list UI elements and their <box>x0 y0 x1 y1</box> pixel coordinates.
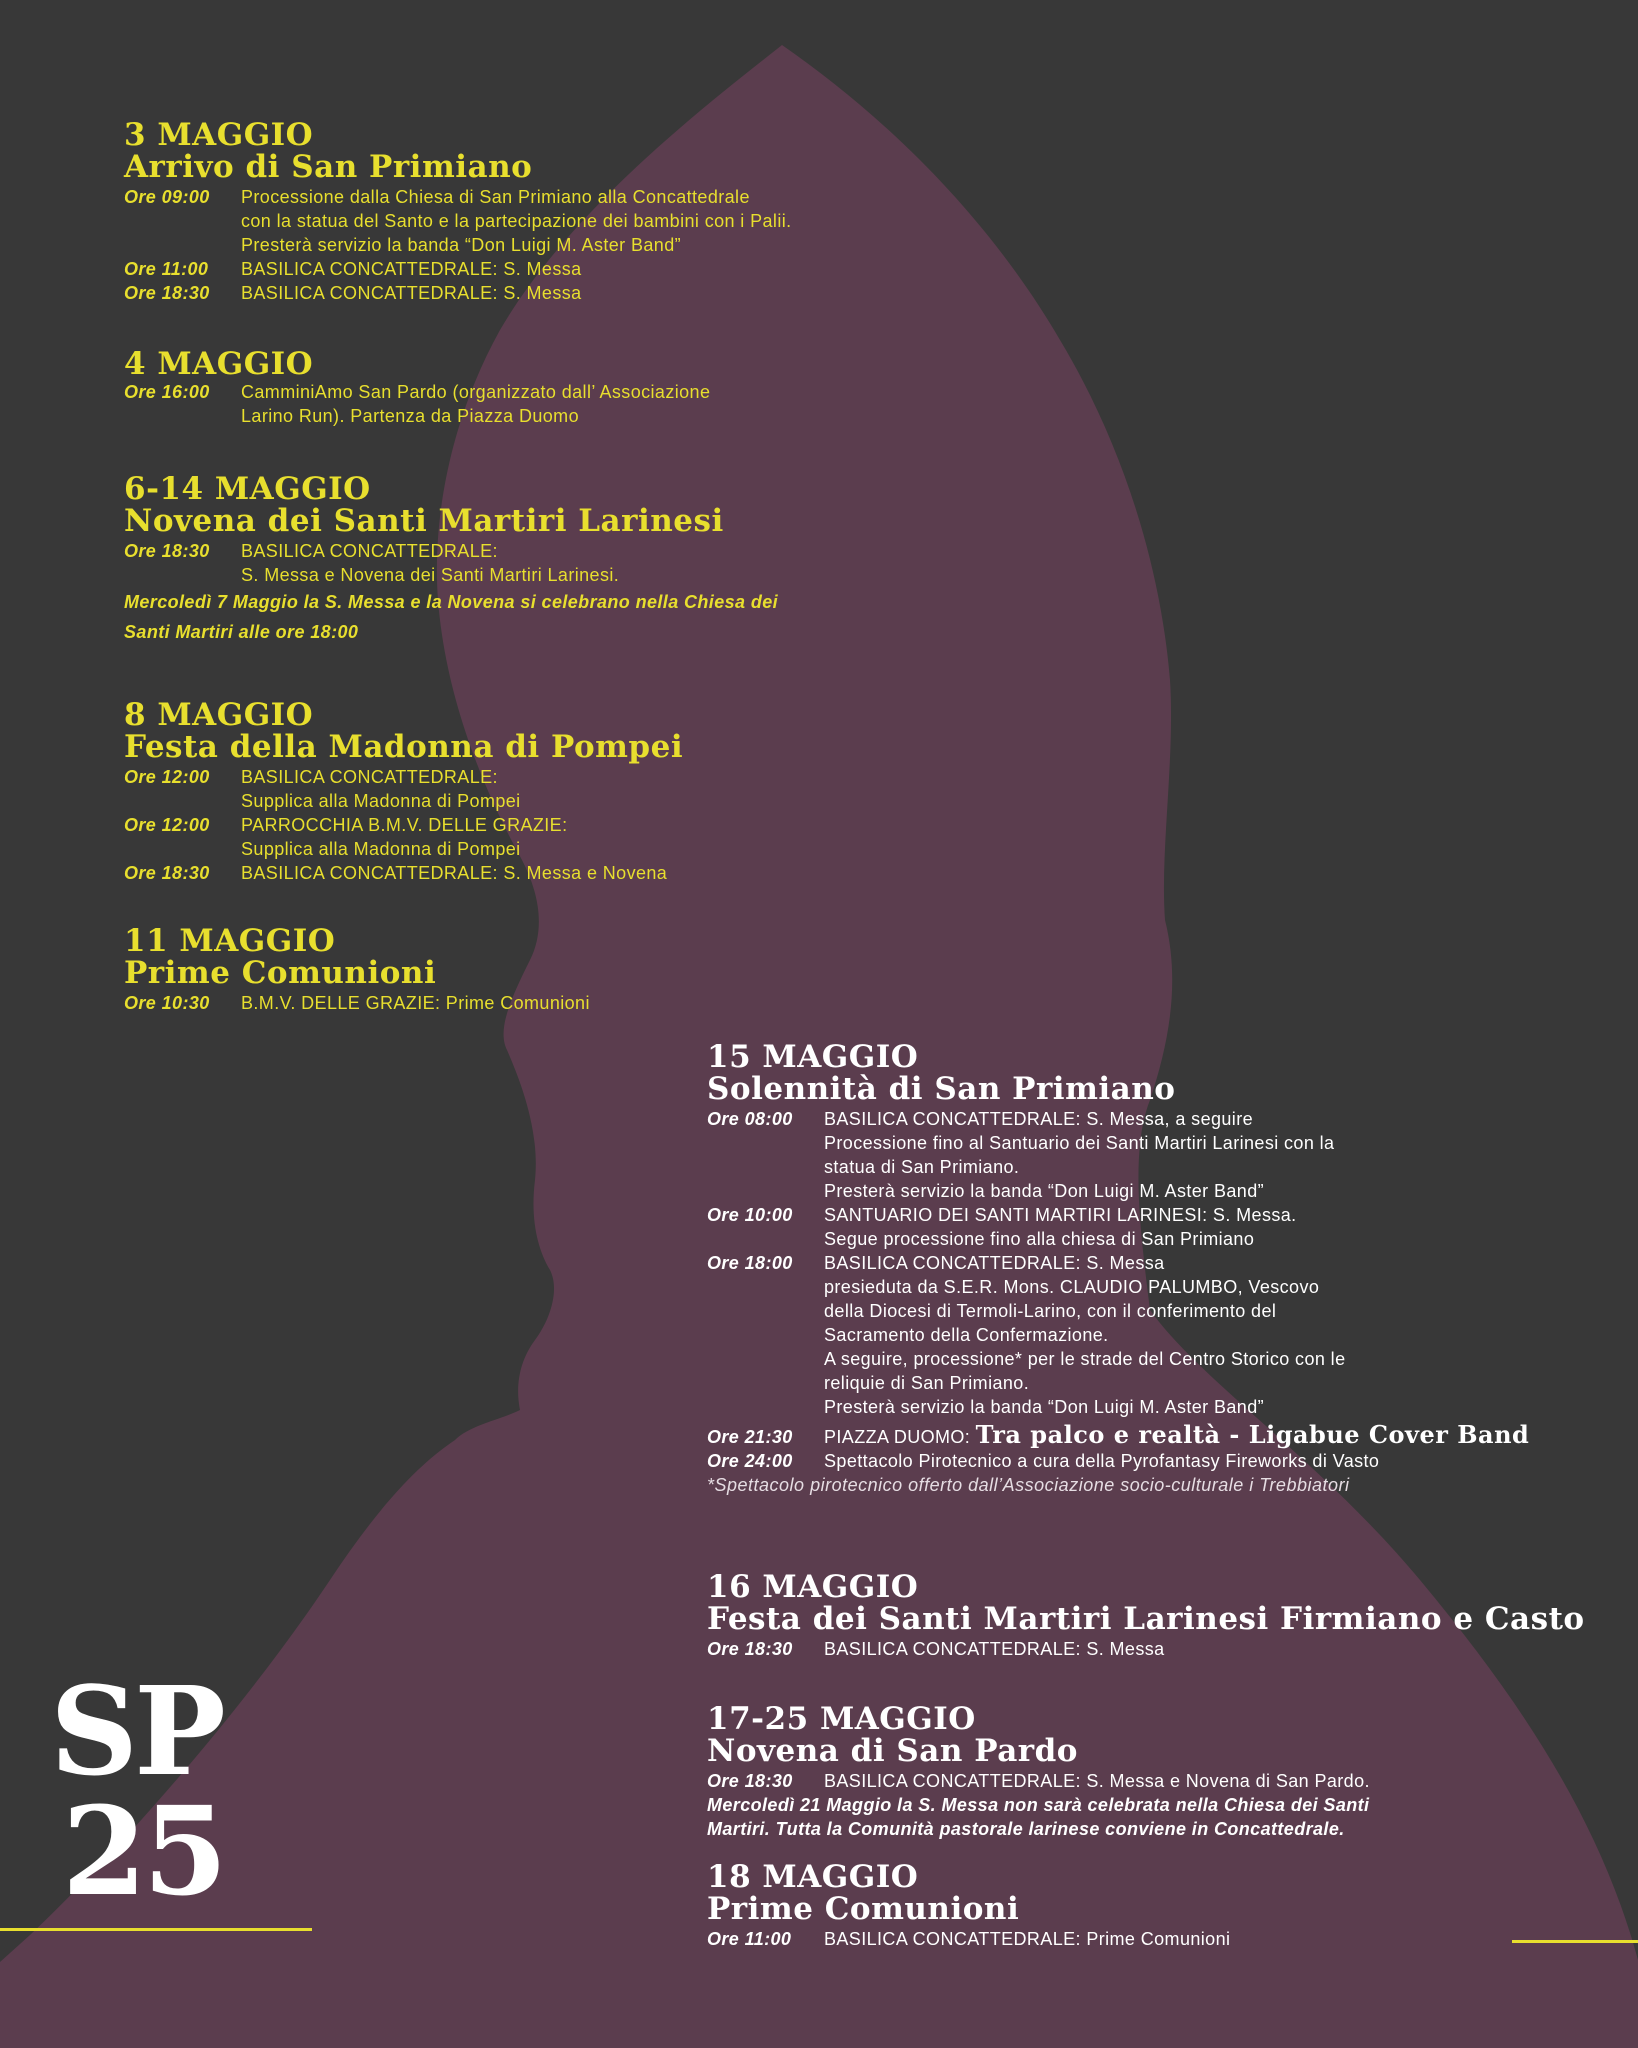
schedule-line: BASILICA CONCATTEDRALE: <box>241 541 498 561</box>
schedule-time: Ore 12:00 <box>124 767 210 787</box>
schedule-row <box>124 861 683 885</box>
event-may-15 <box>707 1039 1530 1497</box>
schedule-time: Ore 18:30 <box>124 283 210 303</box>
schedule-line: Supplica alla Madonna di Pompei <box>241 839 521 859</box>
event-date: 17-25 MAGGIO <box>707 1701 976 1737</box>
schedule-line: Presterà servizio la banda “Don Luigi M. Aster Band” <box>824 1181 1265 1201</box>
schedule-line: BASILICA CONCATTEDRALE: S. Messa <box>824 1639 1165 1659</box>
schedule-line: Presterà servizio la banda “Don Luigi M. Aster Band” <box>241 235 682 255</box>
schedule-line: Supplica alla Madonna di Pompei <box>241 791 521 811</box>
schedule-line: Presterà servizio la banda “Don Luigi M. Aster Band” <box>824 1397 1265 1417</box>
schedule-row <box>707 1203 1529 1251</box>
event-footnote: *Spettacolo pirotecnico offerto dall’Associazione socio-culturale i Trebbiatori <box>707 1475 1350 1495</box>
schedule-row <box>707 1107 1529 1203</box>
event-title: Novena di San Pardo <box>707 1733 1078 1769</box>
schedule-line: S. Messa e Novena dei Santi Martiri Larinesi. <box>241 565 620 585</box>
schedule-time: Ore 24:00 <box>707 1451 793 1471</box>
event-title: Festa della Madonna di Pompei <box>124 729 684 765</box>
event-title: Arrivo di San Primiano <box>124 149 533 185</box>
schedule-line: B.M.V. DELLE GRAZIE: Prime Comunioni <box>241 993 590 1013</box>
schedule-line: Processione dalla Chiesa di San Primiano alla Concattedrale <box>241 187 750 207</box>
concert-title: Tra palco e realtà - Ligabue Cover Band <box>975 1420 1530 1449</box>
schedule-line: reliquie di San Primiano. <box>824 1373 1030 1393</box>
event-may-4 <box>124 346 711 428</box>
schedule-line: CamminiAmo San Pardo (organizzato dall’ Associazione <box>241 382 711 402</box>
schedule-line: BASILICA CONCATTEDRALE: S. Messa <box>824 1253 1165 1273</box>
schedule-time: Ore 08:00 <box>707 1109 793 1129</box>
schedule-row <box>124 185 792 257</box>
event-date: 15 MAGGIO <box>707 1039 919 1075</box>
event-may-11 <box>124 923 590 1015</box>
schedule-time: Ore 16:00 <box>124 382 210 402</box>
logo-sp: SP <box>50 1659 222 1803</box>
schedule-line: Processione fino al Santuario dei Santi Martiri Larinesi con la <box>824 1133 1335 1153</box>
schedule-line: BASILICA CONCATTEDRALE: S. Messa <box>241 283 582 303</box>
event-may-17-25 <box>707 1701 1370 1841</box>
event-date: 8 MAGGIO <box>124 697 314 733</box>
schedule-row <box>707 1449 1529 1473</box>
schedule-line: SANTUARIO DEI SANTI MARTIRI LARINESI: S. Messa. <box>824 1205 1297 1225</box>
schedule-line: BASILICA CONCATTEDRALE: <box>241 767 498 787</box>
schedule-row <box>124 539 778 587</box>
schedule-line: Sacramento della Confermazione. <box>824 1325 1109 1345</box>
schedule-line: BASILICA CONCATTEDRALE: Prime Comunioni <box>824 1929 1231 1949</box>
schedule-time: Ore 09:00 <box>124 187 210 207</box>
event-may-3 <box>124 117 792 305</box>
logo-25: 25 <box>62 1779 224 1923</box>
event-date: 4 MAGGIO <box>124 346 314 382</box>
accent-rule-right <box>1512 1940 1638 1943</box>
schedule-line: Segue processione fino alla chiesa di San Primiano <box>824 1229 1255 1249</box>
schedule-time: Ore 12:00 <box>124 815 210 835</box>
schedule-row <box>707 1251 1529 1419</box>
event-may-16 <box>707 1569 1585 1661</box>
schedule-row <box>707 1637 1585 1661</box>
schedule-row <box>124 380 710 428</box>
schedule-place: PIAZZA DUOMO: <box>824 1427 976 1447</box>
event-title: Solennità di San Primiano <box>707 1071 1176 1107</box>
schedule-time: Ore 21:30 <box>707 1427 793 1447</box>
event-note: Martiri. Tutta la Comunità pastorale larinese conviene in Concattedrale. <box>707 1819 1345 1839</box>
schedule-time: Ore 18:30 <box>124 541 210 561</box>
event-may-6-14 <box>124 471 779 647</box>
event-note: Mercoledì 7 Maggio la S. Messa e la Novena si celebrano nella Chiesa dei <box>124 592 779 612</box>
schedule-time: Ore 18:00 <box>707 1253 793 1273</box>
schedule-time: Ore 10:00 <box>707 1205 793 1225</box>
schedule-time: Ore 18:30 <box>707 1771 793 1791</box>
schedule-line: statua di San Primiano. <box>824 1157 1020 1177</box>
schedule-row <box>707 1420 1530 1449</box>
schedule-line: presieduta da S.E.R. Mons. CLAUDIO PALUMBO, Vescovo <box>824 1277 1320 1297</box>
schedule-line: BASILICA CONCATTEDRALE: S. Messa e Novena di San Pardo. <box>824 1771 1370 1791</box>
schedule-row <box>707 1769 1370 1793</box>
schedule-row <box>124 765 683 813</box>
schedule-time: Ore 11:00 <box>707 1929 792 1949</box>
schedule-line: con la statua del Santo e la partecipazione dei bambini con i Palii. <box>241 211 792 231</box>
event-title: Prime Comunioni <box>124 955 437 991</box>
schedule-line: Larino Run). Partenza da Piazza Duomo <box>241 406 579 426</box>
schedule-line: A seguire, processione* per le strade del Centro Storico con le <box>824 1349 1346 1369</box>
event-title: Novena dei Santi Martiri Larinesi <box>124 503 724 539</box>
schedule-line: della Diocesi di Termoli-Larino, con il conferimento del <box>824 1301 1277 1321</box>
event-may-18 <box>707 1859 1231 1951</box>
schedule-row <box>124 257 792 281</box>
event-title: Prime Comunioni <box>707 1891 1020 1927</box>
event-title: Festa dei Santi Martiri Larinesi Firmiano e Casto <box>707 1601 1585 1637</box>
schedule-line: BASILICA CONCATTEDRALE: S. Messa e Novena <box>241 863 668 883</box>
event-date: 11 MAGGIO <box>124 923 336 959</box>
schedule-line: BASILICA CONCATTEDRALE: S. Messa, a seguire <box>824 1109 1254 1129</box>
schedule-row <box>124 281 792 305</box>
event-date: 18 MAGGIO <box>707 1859 919 1895</box>
schedule-row <box>707 1927 1230 1951</box>
schedule-time: Ore 18:30 <box>707 1639 793 1659</box>
schedule-time: Ore 18:30 <box>124 863 210 883</box>
schedule-row <box>124 991 590 1015</box>
event-date: 16 MAGGIO <box>707 1569 919 1605</box>
event-date: 6-14 MAGGIO <box>124 471 371 507</box>
schedule-line: PARROCCHIA B.M.V. DELLE GRAZIE: <box>241 815 568 835</box>
accent-rule-left <box>0 1928 312 1931</box>
schedule-time: Ore 10:30 <box>124 993 210 1013</box>
event-may-8 <box>124 697 684 885</box>
event-note: Santi Martiri alle ore 18:00 <box>124 622 359 642</box>
schedule-line: BASILICA CONCATTEDRALE: S. Messa <box>241 259 582 279</box>
event-note: Mercoledì 21 Maggio la S. Messa non sarà celebrata nella Chiesa dei Santi <box>707 1795 1370 1815</box>
schedule-line: Spettacolo Pirotecnico a cura della Pyrofantasy Fireworks di Vasto <box>824 1451 1380 1471</box>
schedule-time: Ore 11:00 <box>124 259 209 279</box>
schedule-row <box>124 813 683 861</box>
event-date: 3 MAGGIO <box>124 117 314 153</box>
